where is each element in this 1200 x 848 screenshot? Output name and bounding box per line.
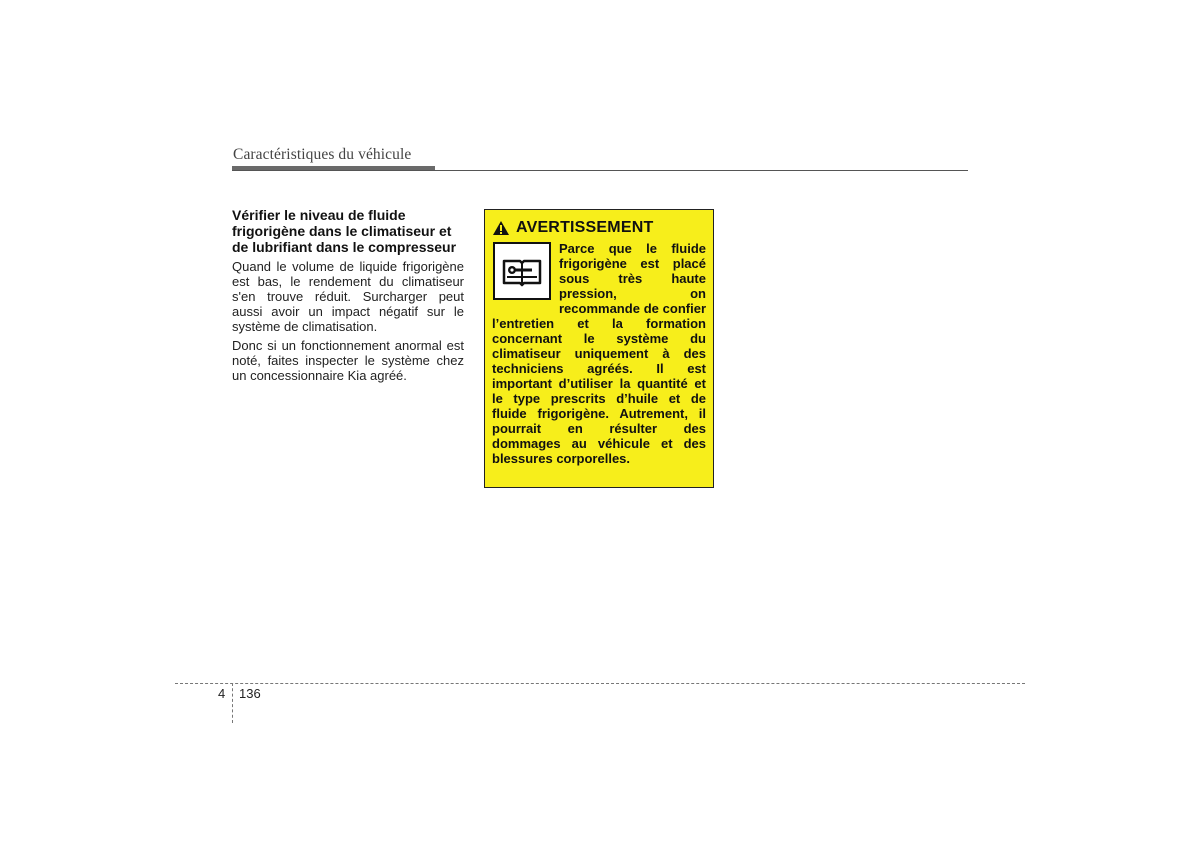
warning-triangle-icon (492, 220, 510, 236)
warning-box (484, 209, 714, 488)
chapter-number: 4 (218, 686, 226, 701)
section-title: Caractéristiques du véhicule (233, 146, 412, 163)
article-heading: Vérifier le niveau de fluide frigorigène dans le climatiseur et de lubrifiant dans le compresseur (232, 207, 457, 255)
article-paragraph-2: Donc si un fonctionnement anormal est noté, faites inspecter le système chez un concessionnaire Kia agréé. (232, 338, 464, 383)
page-number: 136 (239, 686, 261, 701)
article-paragraph-1: Quand le volume de liquide frigorigène est bas, le rendement du climatiseur s'en trouve réduit. Surcharger peut aussi avoir un impact négatif sur le système de climatisation. (232, 259, 464, 334)
warning-body: Parce que le fluide frigorigène est placé sous très haute pression, on recommande de confier l’entretien et la formation concernant le système du climatiseur uniquement à des techniciens agréés. Il est important d’utiliser la quantité et le type prescrits d’huile et de fluide frigorigène. Autrement, il pourrait en résulter des dommages au véhicule et des blessures corporelles. (492, 241, 706, 466)
footer-dashed-rule (175, 683, 1025, 684)
service-manual-wrench-icon (493, 242, 551, 300)
warning-content (492, 241, 706, 466)
header-rule (232, 170, 968, 171)
warning-header (492, 218, 706, 238)
left-column (232, 207, 464, 387)
warning-title: AVERTISSEMENT (516, 219, 654, 236)
footer-divider (232, 683, 233, 723)
